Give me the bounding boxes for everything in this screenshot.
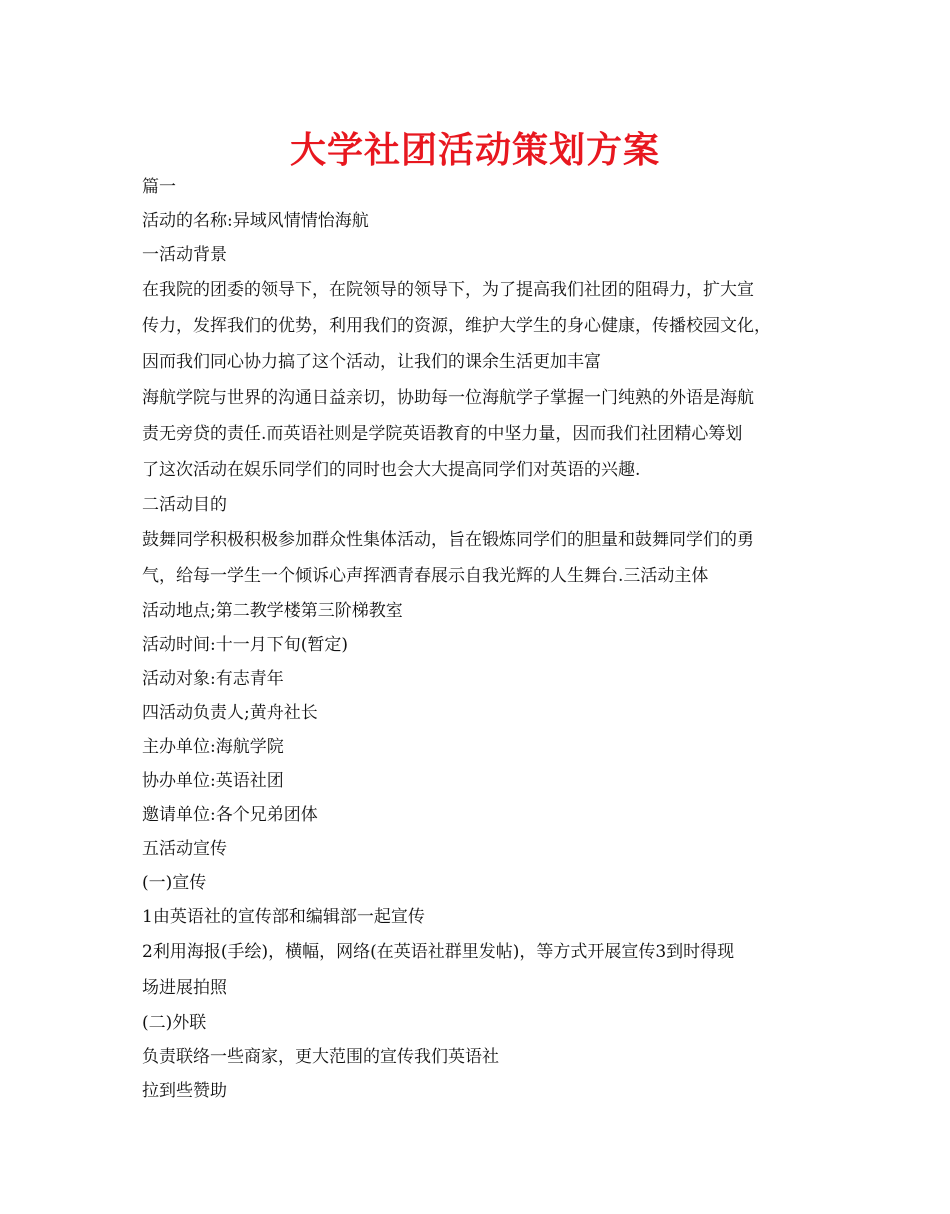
text-line: 五活动宣传 — [142, 839, 227, 859]
text-line: 邀请单位:各个兄弟团体 — [142, 805, 318, 825]
text-line: (二)外联 — [142, 1013, 207, 1033]
text-line: (一)宣传 — [142, 873, 207, 893]
text-line: 因而我们同心协力搞了这个活动，让我们的课余生活更加丰富 — [142, 352, 601, 372]
text-line: 协办单位:英语社团 — [142, 771, 284, 791]
text-line: 海航学院与世界的沟通日益亲切，协助每一位海航学子掌握一门纯熟的外语是海航 — [142, 388, 754, 408]
text-line: 责无旁贷的责任.而英语社则是学院英语教育的中坚力量，因而我们社团精心筹划 — [142, 424, 743, 444]
text-line: 活动对象:有志青年 — [142, 669, 284, 689]
text-line: 一活动背景 — [142, 245, 227, 265]
text-line: 在我院的团委的领导下，在院领导的领导下，为了提高我们社团的阻碍力，扩大宣 — [142, 280, 754, 300]
text-line: 活动时间:十一月下旬(暂定) — [142, 635, 348, 655]
text-line: 二活动目的 — [142, 495, 227, 515]
text-line: 活动的名称:异域风情情怡海航 — [142, 211, 369, 231]
document-body — [142, 170, 822, 1108]
text-line: 鼓舞同学积极积极参加群众性集体活动，旨在锻炼同学们的胆量和鼓舞同学们的勇 — [142, 530, 754, 550]
text-line: 活动地点;第二教学楼第三阶梯教室 — [142, 601, 403, 621]
text-line: 主办单位:海航学院 — [142, 737, 284, 757]
text-line: 了这次活动在娱乐同学们的同时也会大大提高同学们对英语的兴趣. — [142, 460, 641, 480]
document-title: 大学社团活动策划方案 — [289, 130, 660, 171]
text-line: 场进展拍照 — [142, 978, 227, 998]
text-line: 1由英语社的宣传部和编辑部一起宣传 — [142, 907, 425, 927]
text-line: 2利用海报(手绘)，横幅，网络(在英语社群里发帖)，等方式开展宣传3到时得现 — [142, 942, 735, 962]
text-line: 篇一 — [142, 177, 176, 197]
text-line: 气，给每一学生一个倾诉心声挥洒青春展示自我光辉的人生舞台.三活动主体 — [142, 566, 709, 586]
text-line: 负责联络一些商家，更大范围的宣传我们英语社 — [142, 1047, 499, 1067]
text-line: 传力，发挥我们的优势，利用我们的资源，维护大学生的身心健康，传播校园文化， — [142, 316, 771, 336]
text-line: 拉到些赞助 — [142, 1081, 227, 1101]
text-line: 四活动负责人;黄舟社长 — [142, 703, 318, 723]
